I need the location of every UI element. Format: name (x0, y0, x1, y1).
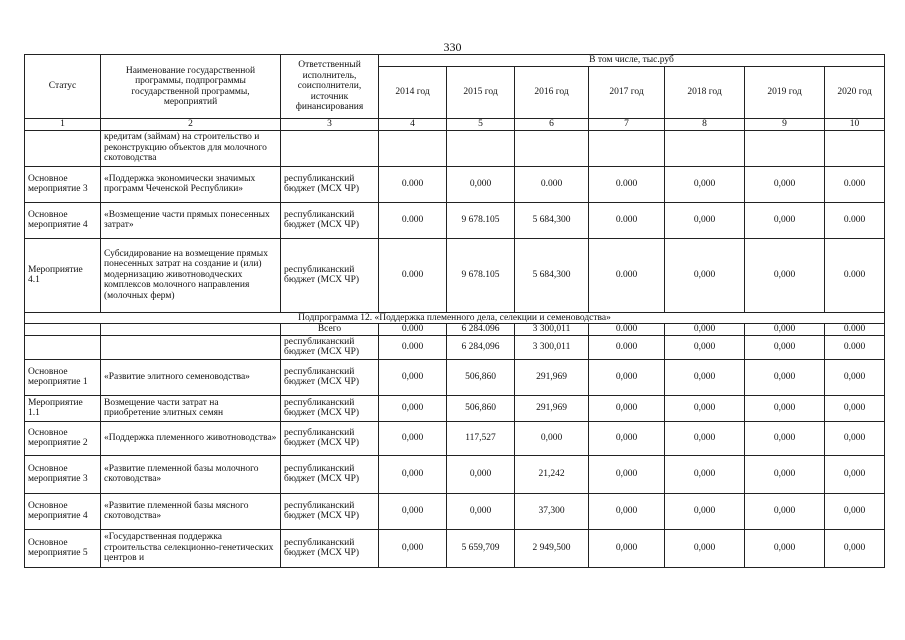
value-cell: 0,000 (665, 395, 745, 421)
status-cell: Основное мероприятие 2 (25, 421, 101, 455)
value-cell: 0,000 (825, 359, 885, 395)
value-cell: 0.000 (825, 166, 885, 202)
value-cell: 0,000 (745, 324, 825, 336)
value-cell: 6 284.096 (447, 324, 515, 336)
name-cell: Возмещение части затрат на приобретение элитных семян (101, 395, 281, 421)
value-cell: 0,000 (589, 421, 665, 455)
status-cell: Основное мероприятие 3 (25, 166, 101, 202)
value-cell: 0,000 (825, 529, 885, 567)
value-cell: 0,000 (825, 395, 885, 421)
value-cell: 0,000 (745, 421, 825, 455)
name-cell: «Развитие элитного семеноводства» (101, 359, 281, 395)
value-cell: 0,000 (665, 493, 745, 529)
subprogram-row (25, 312, 885, 324)
name-cell: «Государственная поддержка строительства селекционно-генетических центров и (101, 529, 281, 567)
header-executor: Ответственный исполнитель, соисполнители, источник финансирования (281, 55, 379, 119)
table-row (25, 421, 885, 455)
value-cell: 117,527 (447, 421, 515, 455)
table-row (25, 130, 885, 166)
executor-cell: республиканский бюджет (МСХ ЧР) (281, 455, 379, 493)
value-cell: 0,000 (745, 335, 825, 359)
value-cell: 0,000 (745, 202, 825, 238)
executor-cell: республиканский бюджет (МСХ ЧР) (281, 335, 379, 359)
header-status: Статус (25, 55, 101, 119)
status-cell (25, 130, 101, 166)
value-cell: 3 300,011 (515, 324, 589, 336)
column-number: 3 (281, 119, 379, 131)
column-number: 5 (447, 119, 515, 131)
column-number: 1 (25, 119, 101, 131)
executor-cell (281, 130, 379, 166)
value-cell: 0,000 (665, 202, 745, 238)
value-cell: 0,000 (825, 421, 885, 455)
page-number: 330 (443, 40, 462, 54)
name-cell: «Возмещение части прямых понесенных затрат» (101, 202, 281, 238)
value-cell: 2 949,500 (515, 529, 589, 567)
value-cell: 9 678.105 (447, 238, 515, 312)
value-cell: 21,242 (515, 455, 589, 493)
table-row (25, 166, 885, 202)
table-cell (25, 324, 101, 336)
header-year: 2019 год (745, 67, 825, 119)
value-cell: 0.000 (589, 202, 665, 238)
value-cell: 5 659,709 (447, 529, 515, 567)
value-cell (589, 130, 665, 166)
value-cell: 0,000 (665, 359, 745, 395)
value-cell: 0,000 (379, 421, 447, 455)
executor-cell: республиканский бюджет (МСХ ЧР) (281, 202, 379, 238)
header-group: В том числе, тыс.руб (379, 55, 885, 67)
value-cell: 0.000 (379, 166, 447, 202)
executor-cell: республиканский бюджет (МСХ ЧР) (281, 493, 379, 529)
value-cell: 37,300 (515, 493, 589, 529)
value-cell: 5 684,300 (515, 238, 589, 312)
column-number: 2 (101, 119, 281, 131)
value-cell: 0.000 (825, 335, 885, 359)
value-cell: 0,000 (745, 238, 825, 312)
value-cell: 0,000 (665, 529, 745, 567)
value-cell: 0.000 (589, 324, 665, 336)
status-cell: Мероприятие 1.1 (25, 395, 101, 421)
table-row (25, 493, 885, 529)
status-cell: Основное мероприятие 4 (25, 493, 101, 529)
value-cell: 0,000 (447, 455, 515, 493)
value-cell: 0,000 (379, 529, 447, 567)
value-cell: 0,000 (745, 455, 825, 493)
value-cell: 0.000 (825, 238, 885, 312)
header-year: 2020 год (825, 67, 885, 119)
executor-cell: республиканский бюджет (МСХ ЧР) (281, 166, 379, 202)
value-cell: 0,000 (379, 395, 447, 421)
value-cell: 0.000 (825, 202, 885, 238)
header-year: 2015 год (447, 67, 515, 119)
table-cell (101, 324, 281, 336)
status-cell: Основное мероприятие 1 (25, 359, 101, 395)
value-cell: 5 684,300 (515, 202, 589, 238)
value-cell: 0,000 (665, 335, 745, 359)
value-cell: 0.000 (825, 324, 885, 336)
value-cell (447, 130, 515, 166)
value-cell: 0.000 (589, 335, 665, 359)
value-cell: 0.000 (379, 324, 447, 336)
value-cell: 0,000 (589, 455, 665, 493)
value-cell: 3 300,011 (515, 335, 589, 359)
status-cell: Основное мероприятие 5 (25, 529, 101, 567)
value-cell: 0,000 (665, 324, 745, 336)
table-row (25, 529, 885, 567)
value-cell: 0.000 (589, 166, 665, 202)
name-cell: «Развитие племенной базы молочного скотоводства» (101, 455, 281, 493)
value-cell: 0,000 (589, 529, 665, 567)
table-row (25, 395, 885, 421)
value-cell: 0,000 (665, 421, 745, 455)
executor-cell: республиканский бюджет (МСХ ЧР) (281, 395, 379, 421)
budget-row (25, 335, 885, 359)
value-cell: 0,000 (745, 529, 825, 567)
name-cell: «Развитие племенной базы мясного скотоводства» (101, 493, 281, 529)
value-cell: 0.000 (379, 238, 447, 312)
column-numbers-row (25, 119, 885, 131)
value-cell: 506,860 (447, 359, 515, 395)
column-number: 4 (379, 119, 447, 131)
value-cell: 0,000 (745, 395, 825, 421)
value-cell: 0,000 (665, 166, 745, 202)
value-cell (745, 130, 825, 166)
name-cell: кредитам (займам) на строительство и реконструкцию объектов для молочного скотоводства (101, 130, 281, 166)
value-cell: 0,000 (589, 493, 665, 529)
value-cell: 0,000 (379, 359, 447, 395)
value-cell (379, 130, 447, 166)
column-number: 10 (825, 119, 885, 131)
column-number: 8 (665, 119, 745, 131)
value-cell (825, 130, 885, 166)
value-cell: 6 284,096 (447, 335, 515, 359)
column-number: 6 (515, 119, 589, 131)
header-year: 2016 год (515, 67, 589, 119)
table-row (25, 359, 885, 395)
column-number: 7 (589, 119, 665, 131)
value-cell: 0,000 (379, 493, 447, 529)
value-cell (665, 130, 745, 166)
value-cell: 0,000 (665, 455, 745, 493)
header-year: 2018 год (665, 67, 745, 119)
status-cell: Основное мероприятие 4 (25, 202, 101, 238)
table-row (25, 202, 885, 238)
value-cell: 0,000 (589, 395, 665, 421)
value-cell: 0,000 (745, 359, 825, 395)
value-cell: 0,000 (379, 455, 447, 493)
status-cell: Мероприятие 4.1 (25, 238, 101, 312)
value-cell: 0,000 (447, 166, 515, 202)
value-cell: 9 678.105 (447, 202, 515, 238)
executor-cell: республиканский бюджет (МСХ ЧР) (281, 529, 379, 567)
total-label: Всего (281, 324, 379, 336)
table-row (25, 455, 885, 493)
executor-cell: республиканский бюджет (МСХ ЧР) (281, 359, 379, 395)
value-cell: 0.000 (379, 202, 447, 238)
value-cell: 0,000 (447, 493, 515, 529)
header-year: 2017 год (589, 67, 665, 119)
value-cell: 0,000 (825, 493, 885, 529)
name-cell: «Поддержка племенного животноводства» (101, 421, 281, 455)
value-cell: 0,000 (745, 493, 825, 529)
column-number: 9 (745, 119, 825, 131)
value-cell: 0.000 (515, 166, 589, 202)
table-cell (101, 335, 281, 359)
table-cell (25, 335, 101, 359)
value-cell: 0,000 (825, 455, 885, 493)
value-cell: 0.000 (379, 335, 447, 359)
value-cell: 0,000 (515, 421, 589, 455)
value-cell: 291,969 (515, 359, 589, 395)
budget-table (24, 54, 885, 568)
value-cell: 506,860 (447, 395, 515, 421)
executor-cell: республиканский бюджет (МСХ ЧР) (281, 238, 379, 312)
header-name: Наименование государственной программы, подпрограммы государственной программы, мероприятий (101, 55, 281, 119)
value-cell: 0,000 (589, 359, 665, 395)
total-row (25, 324, 885, 336)
value-cell: 291,969 (515, 395, 589, 421)
name-cell: Субсидирование на возмещение прямых понесенных затрат на создание и (или) модернизацию животноводческих комплексов молочного направления (молочных ферм) (101, 238, 281, 312)
executor-cell: республиканский бюджет (МСХ ЧР) (281, 421, 379, 455)
value-cell: 0.000 (589, 238, 665, 312)
value-cell (515, 130, 589, 166)
table-row (25, 238, 885, 312)
value-cell: 0,000 (665, 238, 745, 312)
header-year: 2014 год (379, 67, 447, 119)
value-cell: 0,000 (745, 166, 825, 202)
name-cell: «Поддержка экономически значимых программ Чеченской Республики» (101, 166, 281, 202)
subprogram-title: Подпрограмма 12. «Поддержка племенного дела, селекции и семеноводства» (25, 312, 885, 324)
status-cell: Основное мероприятие 3 (25, 455, 101, 493)
